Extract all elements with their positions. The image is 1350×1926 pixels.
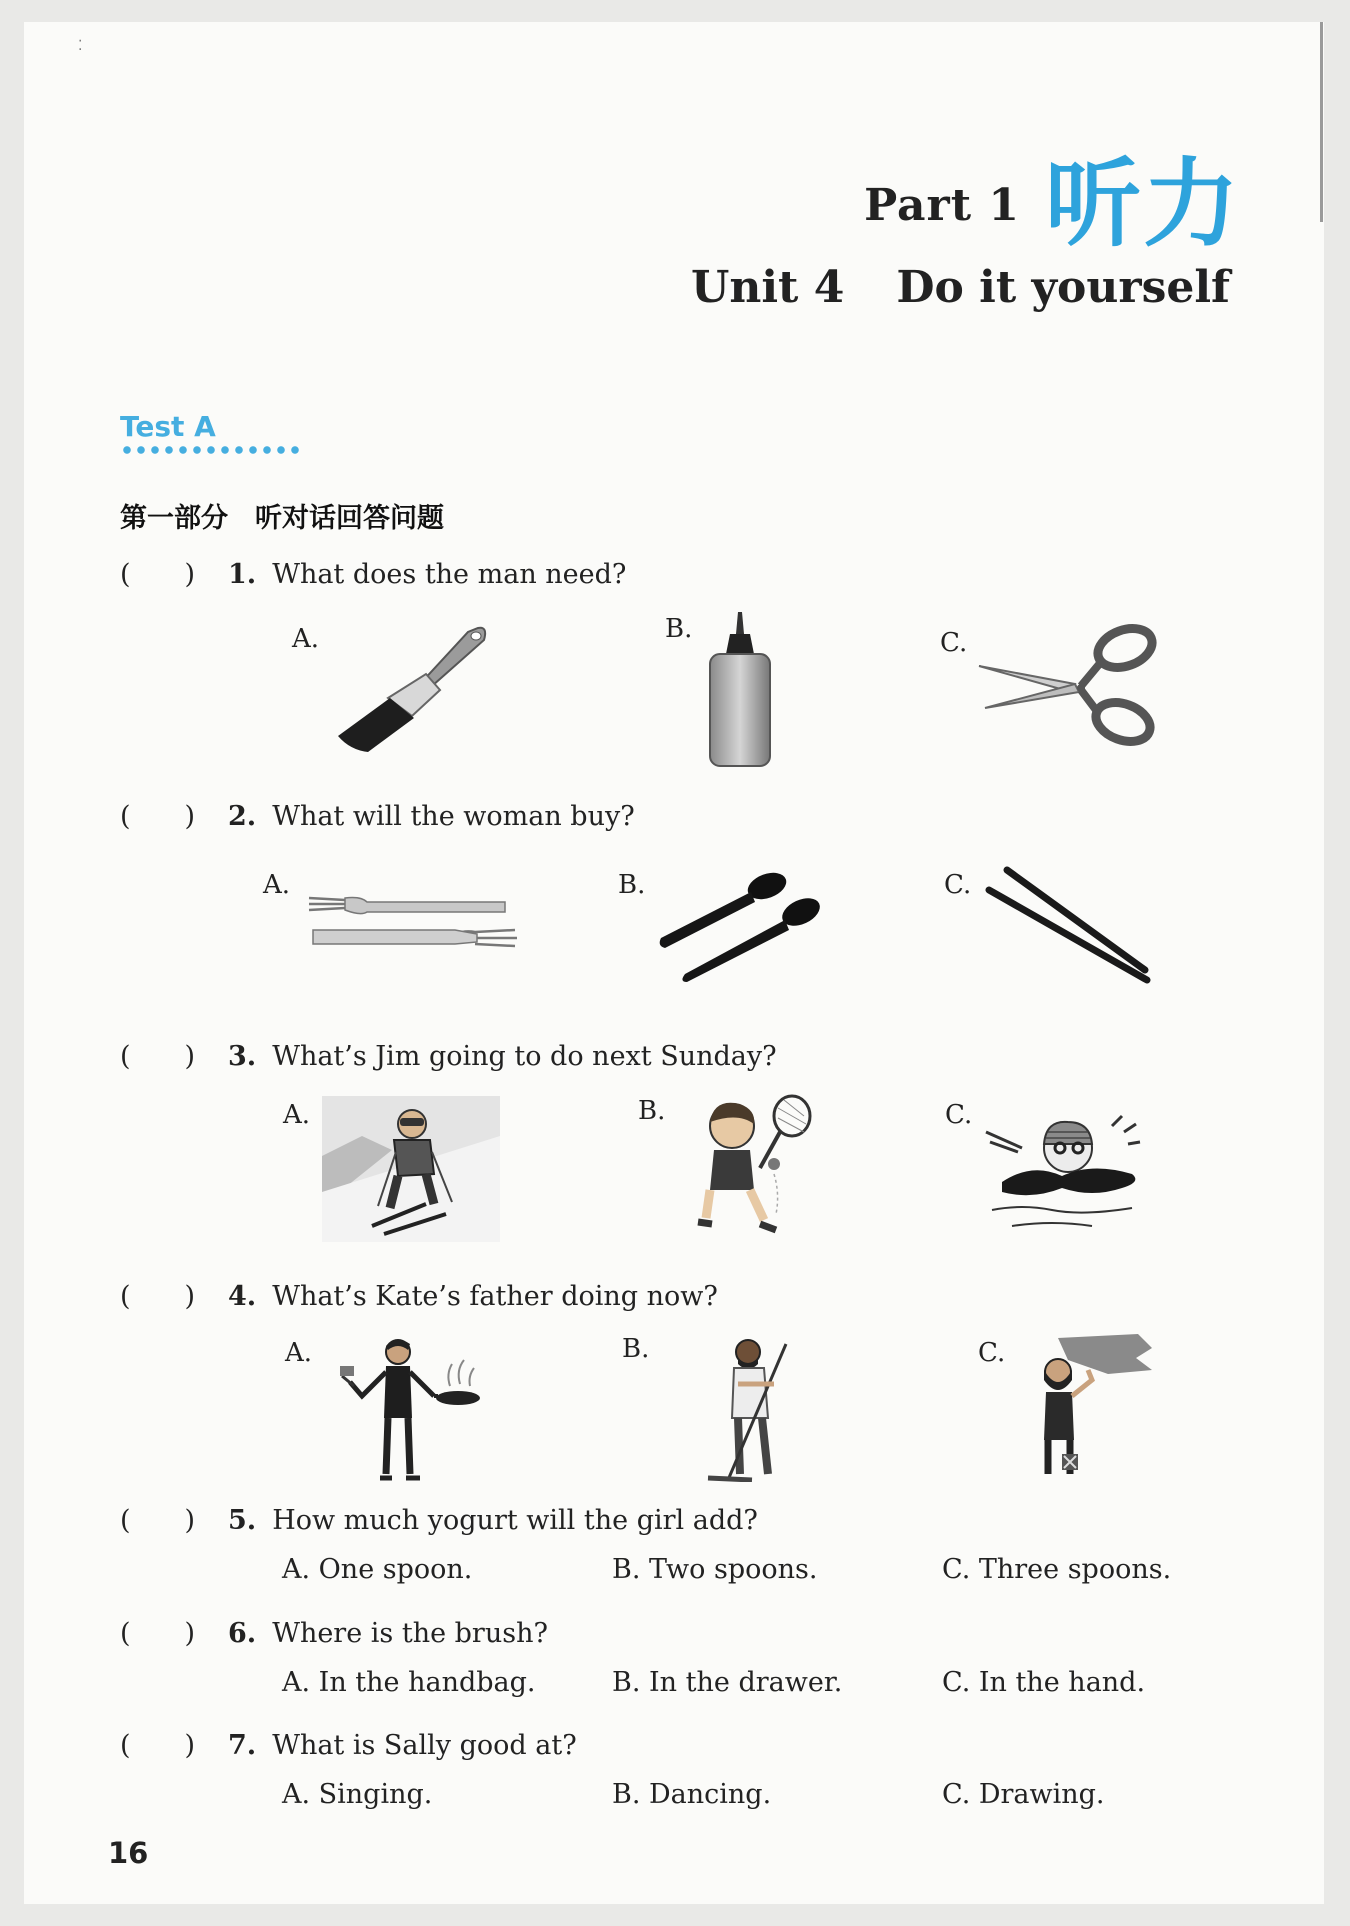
- question-6: [120, 1611, 548, 1650]
- question-1: [120, 552, 626, 591]
- mopping-man-icon: [688, 1334, 808, 1482]
- forks-icon: [305, 890, 520, 960]
- option-label-c: C.: [945, 1100, 973, 1130]
- option-label-c: C.: [978, 1338, 1006, 1368]
- question-text: Where is the brush?: [272, 1618, 548, 1649]
- answer-blank[interactable]: ( ): [120, 559, 196, 590]
- option-a: A. Singing.: [282, 1779, 433, 1810]
- answer-blank[interactable]: ( ): [120, 1618, 196, 1649]
- question-4: [120, 1274, 718, 1313]
- unit-title: Do it yourself: [896, 262, 1230, 313]
- painting-man-icon: [1018, 1330, 1158, 1478]
- question-7: [120, 1723, 577, 1762]
- question-text: What is Sally good at?: [272, 1730, 577, 1761]
- answer-blank[interactable]: ( ): [120, 1730, 196, 1761]
- swimming-boy-icon: [982, 1108, 1152, 1238]
- section-title: 第一部分 听对话回答问题: [120, 503, 444, 534]
- tennis-boy-icon: [680, 1094, 815, 1244]
- page-edge: [1320, 22, 1323, 222]
- part-chinese-title: 听力: [1045, 148, 1241, 260]
- answer-blank[interactable]: ( ): [120, 1505, 196, 1536]
- option-label-b: B.: [618, 870, 646, 900]
- question-2: [120, 794, 635, 833]
- option-label-a: A.: [283, 1100, 311, 1130]
- part-heading: Part 1: [864, 180, 1020, 231]
- option-label-a: A.: [292, 624, 320, 654]
- option-label-b: B.: [665, 614, 693, 644]
- spoons-icon: [655, 868, 825, 988]
- chopsticks-icon: [985, 866, 1155, 986]
- option-a: A. In the handbag.: [282, 1667, 536, 1698]
- question-number: 3.: [228, 1041, 257, 1072]
- question-3: [120, 1034, 777, 1073]
- dotted-underline: [120, 446, 300, 454]
- question-5: [120, 1498, 758, 1537]
- option-a: A. One spoon.: [282, 1554, 473, 1585]
- answer-blank[interactable]: ( ): [120, 1281, 196, 1312]
- paintbrush-icon: [328, 618, 498, 758]
- question-number: 1.: [228, 559, 257, 590]
- question-text: How much yogurt will the girl add?: [272, 1505, 758, 1536]
- option-label-c: C.: [940, 628, 968, 658]
- speck-mark: ⁚: [78, 38, 83, 54]
- option-label-b: B.: [622, 1334, 650, 1364]
- option-b: B. Dancing.: [612, 1779, 772, 1810]
- question-text: What’s Kate’s father doing now?: [272, 1281, 718, 1312]
- option-label-a: A.: [263, 870, 291, 900]
- option-c: C. Drawing.: [942, 1779, 1105, 1810]
- scissors-icon: [975, 622, 1165, 752]
- test-label: Test A: [120, 410, 216, 443]
- question-number: 4.: [228, 1281, 257, 1312]
- option-label-b: B.: [638, 1096, 666, 1126]
- option-c: C. In the hand.: [942, 1667, 1146, 1698]
- cooking-man-icon: [338, 1334, 488, 1482]
- option-label-c: C.: [944, 870, 972, 900]
- question-number: 7.: [228, 1730, 257, 1761]
- answer-blank[interactable]: ( ): [120, 1041, 196, 1072]
- option-b: B. In the drawer.: [612, 1667, 843, 1698]
- glue-bottle-icon: [700, 610, 780, 770]
- question-number: 5.: [228, 1505, 257, 1536]
- skiing-boy-icon: [322, 1096, 500, 1242]
- option-label-a: A.: [285, 1338, 313, 1368]
- option-b: B. Two spoons.: [612, 1554, 818, 1585]
- answer-blank[interactable]: ( ): [120, 801, 196, 832]
- question-text: What does the man need?: [272, 559, 627, 590]
- question-text: What’s Jim going to do next Sunday?: [272, 1041, 777, 1072]
- unit-heading: [691, 262, 1230, 313]
- page-number: 16: [108, 1836, 149, 1870]
- question-text: What will the woman buy?: [272, 801, 635, 832]
- option-c: C. Three spoons.: [942, 1554, 1172, 1585]
- question-number: 2.: [228, 801, 257, 832]
- question-number: 6.: [228, 1618, 257, 1649]
- unit-number: Unit 4: [690, 262, 845, 313]
